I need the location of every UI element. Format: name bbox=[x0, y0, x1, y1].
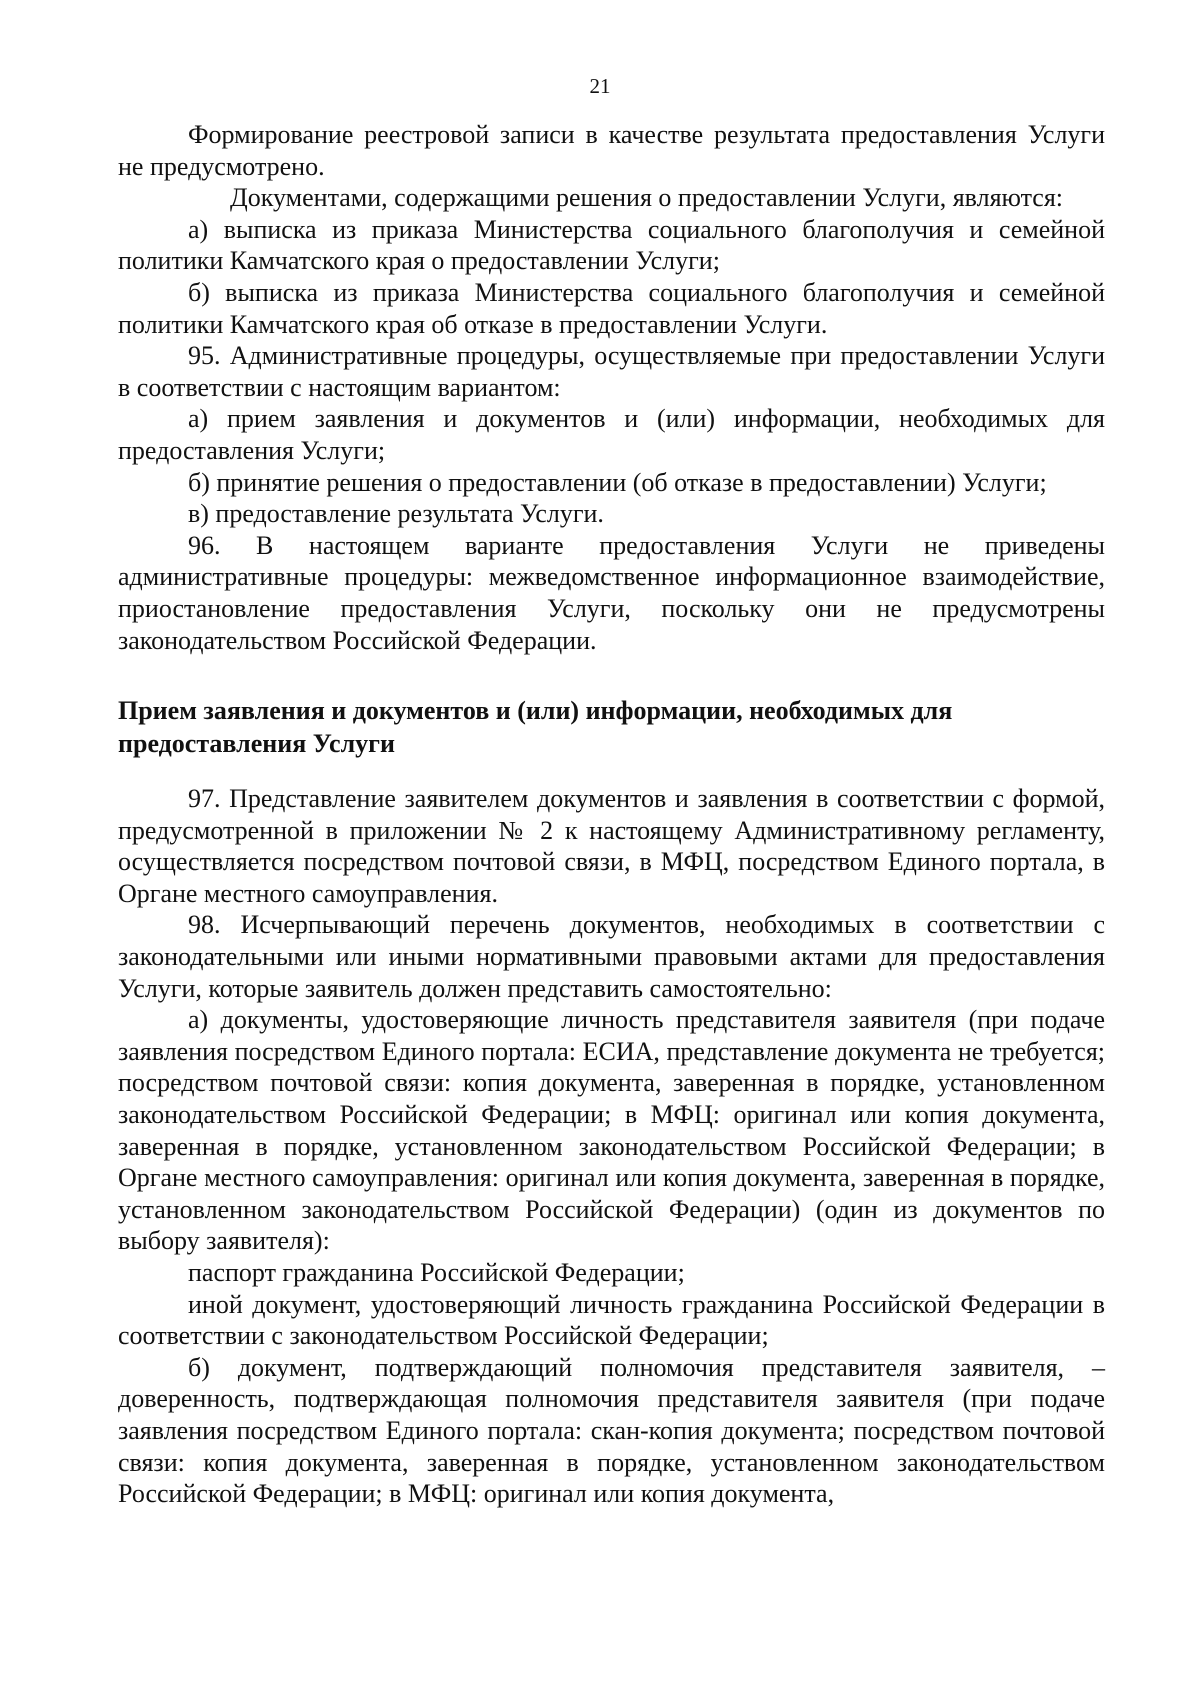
paragraph-95-item-b: б) принятие решения о предоставлении (об отказе в предоставлении) Услуги; bbox=[188, 467, 1047, 497]
paragraph-95: 95. Административные процедуры, осуществляемые при предоставлении Услуги в соответствии с настоящим вариантом: bbox=[118, 341, 1105, 402]
section-heading-line-1: Прием заявления и документов и (или) информации, необходимых для bbox=[118, 696, 953, 726]
paragraph-passport: паспорт гражданина Российской Федерации; bbox=[188, 1258, 685, 1287]
paragraph-96: 96. В настоящем варианте предоставления Услуги не приведены административные процедуры: межведомственное информационное взаимодействие, приостановление предоставления Услуги, поскольку они не предусмотрены законодательством Российской Федерации. bbox=[118, 530, 1105, 655]
page-number: 21 bbox=[589, 74, 611, 98]
paragraph-95-item-c: в) предоставление результата Услуги. bbox=[188, 499, 604, 529]
section-heading-line-2: предоставления Услуги bbox=[118, 729, 395, 759]
paragraph-item-a-extract: а) выписка из приказа Министерства социального благополучия и семейной политики Камчатского края о предоставлении Услуги; bbox=[118, 214, 1105, 276]
paragraph-98-item-b: б) документ, подтверждающий полномочия представителя заявителя, – доверенность, подтверждающая полномочия представителя заявителя (при подаче заявления посредством Единого портала: скан-копия документа; посредством почтовой связи: копия документа, заверенная в порядке, установленном законодательством Российской Федерации; в МФЦ: оригинал или копия документа, bbox=[118, 1352, 1105, 1509]
paragraph-98-item-a: а) документы, удостоверяющие личность представителя заявителя (при подаче заявления посредством Единого портала: ЕСИА, представление документа не требуется; посредством почтовой связи: копия документа, заверенная в порядке, установленном законодательством Российской Федерации; в МФЦ: оригинал или копия документа, заверенная в порядке, установленном законодательством Российской Федерации; в Органе местного самоуправления: оригинал или копия документа, заверенная в порядке, установленном законодательством Российской Федерации) (один из документов по выбору заявителя): bbox=[118, 1005, 1105, 1256]
paragraph-95-item-a: а) прием заявления и документов и (или) информации, необходимых для предоставления Услуги; bbox=[118, 404, 1105, 465]
paragraph-other-identity-document: иной документ, удостоверяющий личность гражданина Российской Федерации в соответствии с законодательством Российской Федерации; bbox=[118, 1289, 1105, 1351]
section-heading bbox=[118, 694, 1105, 760]
document-body bbox=[118, 119, 1105, 1510]
paragraph-registry-record: Формирование реестровой записи в качестве результата предоставления Услуги не предусмотрено. bbox=[118, 120, 1105, 181]
paragraph-decision-documents: Документами, содержащими решения о предоставлении Услуги, являются: bbox=[230, 183, 1064, 213]
paragraph-item-b-extract: б) выписка из приказа Министерства социального благополучия и семейной политики Камчатского края об отказе в предоставлении Услуги. bbox=[118, 277, 1105, 339]
paragraph-98: 98. Исчерпывающий перечень документов, необходимых в соответствии с законодательными или иными нормативными правовыми актами для предоставления Услуги, которые заявитель должен представить самостоятельно: bbox=[118, 910, 1105, 1003]
paragraph-97: 97. Представление заявителем документов и заявления в соответствии с формой, предусмотренной в приложении № 2 к настоящему Административному регламенту, осуществляется посредством почтовой связи, в МФЦ, посредством Единого портала, в Органе местного самоуправления. bbox=[118, 784, 1105, 908]
